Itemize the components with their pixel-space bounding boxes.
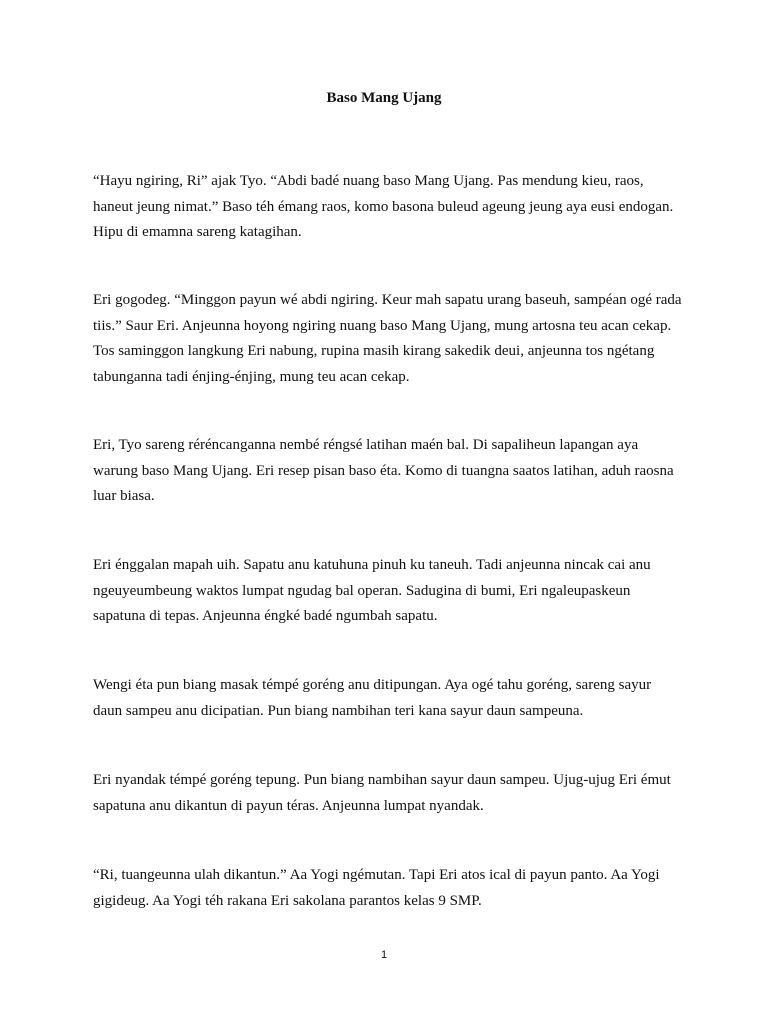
document-title: Baso Mang Ujang [326, 90, 442, 106]
body-paragraph: Wengi éta pun biang masak témpé goréng anu ditipungan. Aya ogé tahu goréng, sareng sayur daun sampeu anu dicipatian. Pun biang nambihan teri kana sayur daun sampeuna. [93, 677, 652, 719]
body-paragraph: Eri énggalan mapah uih. Sapatu anu katuhuna pinuh ku taneuh. Tadi anjeunna nincak cai anu ngeuyeumbeung waktos lumpat ngudag bal operan. Sadugina di bumi, Eri ngaleupaskeun sapatuna di tepas. Anjeunna éngké badé ngumbah sapatu. [93, 557, 651, 624]
body-paragraph: Eri nyandak témpé goréng tepung. Pun biang nambihan sayur daun sampeu. Ujug-ujug Eri émut sapatuna anu dikantun di payun téras. Anjeunna lumpat nyandak. [93, 772, 671, 814]
body-paragraph: Eri gogodeg. “Minggon payun wé abdi ngiring. Keur mah sapatu urang baseuh, sampéan ogé rada tiis.” Saur Eri. Anjeunna hoyong ngiring nuang baso Mang Ujang, mung artosna teu acan cekap. Tos saminggon langkung Eri nabung, rupina masih kirang sakedik deui, anjeunna tos ngétang tabunganna tadi énjing-énjing, mung teu acan cekap. [93, 292, 682, 385]
body-paragraph: “Hayu ngiring, Ri” ajak Tyo. “Abdi badé nuang baso Mang Ujang. Pas mendung kieu, raos, haneut jeung nimat.” Baso téh émang raos, komo basona buleud ageung jeung aya eusi endogan. Hipu di emamna sareng katagihan. [93, 173, 674, 240]
body-paragraph: “Ri, tuangeunna ulah dikantun.” Aa Yogi ngémutan. Tapi Eri atos ical di payun panto. Aa Yogi gigideug. Aa Yogi téh rakana Eri sakolana parantos kelas 9 SMP. [93, 867, 660, 909]
page-number: 1 [380, 949, 388, 961]
body-paragraph: Eri, Tyo sareng réréncanganna nembé réngsé latihan maén bal. Di sapaliheun lapangan aya warung baso Mang Ujang. Eri resep pisan baso éta. Komo di tuangna saatos latihan, aduh raosna luar biasa. [93, 437, 674, 504]
